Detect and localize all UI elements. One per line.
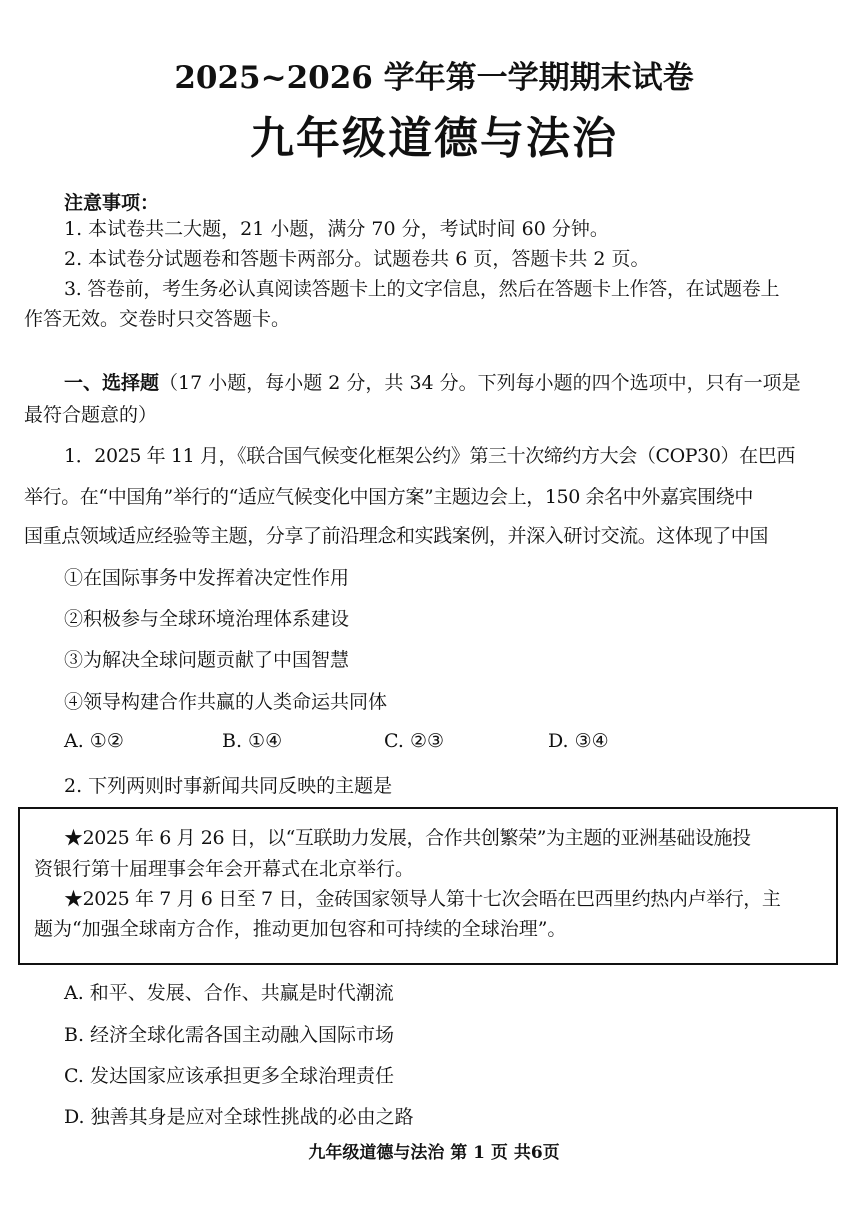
q2-option-b: B. 经济全球化需各国主动融入国际市场 — [64, 1024, 395, 1046]
exam-title: 2025~2026 学年第一学期期末试卷 — [174, 60, 694, 96]
q1-statement-1: ①在国际事务中发挥着决定性作用 — [64, 567, 350, 589]
page-footer: 九年级道德与法治 第 1 页 共6页 — [308, 1143, 560, 1163]
q1-stem-line-3: 国重点领域适应经验等主题，分享了前沿理念和实践案例，并深入研讨交流。这体现了中国 — [24, 525, 769, 547]
q1-statement-3: ③为解决全球问题贡献了中国智慧 — [64, 649, 350, 671]
exam-subject: 九年级道德与法治 — [250, 113, 618, 164]
section-1-instruction-cont: 最符合题意的） — [24, 404, 158, 426]
q2-option-a: A. 和平、发展、合作、共赢是时代潮流 — [64, 982, 394, 1004]
q1-statement-2: ②积极参与全球环境治理体系建设 — [64, 608, 350, 630]
q1-stem-line-1: 1．2025 年 11 月，《联合国气候变化框架公约》第三十次缔约方大会（COP30）在巴西 — [64, 445, 795, 467]
section-1-instruction: （17 小题，每小题 2 分，共 34 分。下列每小题的四个选项中，只有一项是 — [159, 372, 801, 394]
news-1-line-2: 资银行第十届理事会年会开幕式在北京举行。 — [34, 858, 415, 880]
q1-option-b: B. ①④ — [222, 730, 283, 752]
section-1-header — [64, 368, 801, 395]
section-1-heading: 一、选择题 — [64, 372, 160, 394]
news-2-line-1: ★2025 年 7 月 6 日至 7 日，金砖国家领导人第十七次会晤在巴西里约热内卢举行，主 — [64, 888, 781, 910]
notes-heading: 注意事项： — [64, 192, 160, 214]
q1-option-d: D. ③④ — [548, 730, 609, 752]
news-1-line-1: ★2025 年 6 月 26 日，以“互联助力发展，合作共创繁荣”为主题的亚洲基础设施投 — [64, 827, 751, 849]
q1-option-a: A. ①② — [64, 730, 124, 752]
q2-stem: 2. 下列两则时事新闻共同反映的主题是 — [64, 775, 393, 797]
news-2-line-2: 题为“加强全球南方合作，推动更加包容和可持续的全球治理”。 — [34, 918, 567, 940]
note-item-1: 1. 本试卷共二大题，21 小题，满分 70 分，考试时间 60 分钟。 — [64, 218, 609, 240]
q1-option-c: C. ②③ — [384, 730, 445, 752]
note-item-3-cont: 作答无效。交卷时只交答题卡。 — [24, 308, 291, 330]
q1-statement-4: ④领导构建合作共赢的人类命运共同体 — [64, 691, 388, 713]
q2-option-d: D. 独善其身是应对全球性挑战的必由之路 — [64, 1106, 414, 1128]
q1-stem-line-2: 举行。在“中国角”举行的“适应气候变化中国方案”主题边会上，150 余名中外嘉宾围绕中 — [24, 486, 753, 508]
q2-option-c: C. 发达国家应该承担更多全球治理责任 — [64, 1065, 394, 1087]
note-item-3: 3. 答卷前，考生务必认真阅读答题卡上的文字信息，然后在答题卡上作答，在试题卷上 — [64, 278, 780, 300]
note-item-2: 2. 本试卷分试题卷和答题卡两部分。试题卷共 6 页，答题卡共 2 页。 — [64, 248, 650, 270]
